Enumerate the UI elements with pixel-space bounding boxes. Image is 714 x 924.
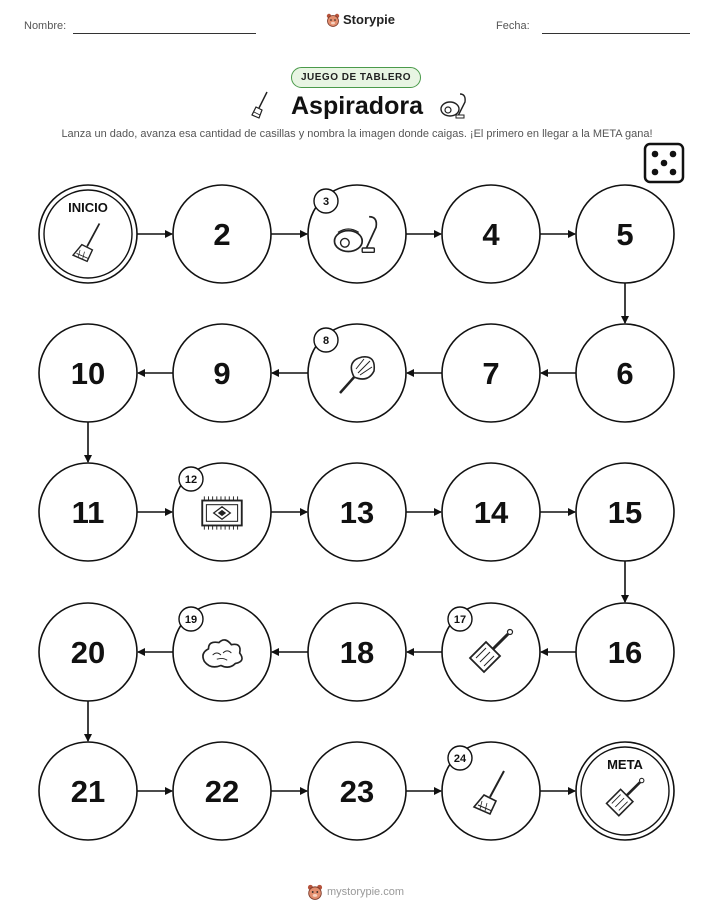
cell-number: 24: [453, 753, 467, 765]
cell-number: 22: [204, 774, 240, 809]
cell-number: 11: [71, 495, 105, 530]
instructions: Lanza un dado, avanza esa cantidad de casillas y nombra la imagen donde caigas. ¡El primero en llegar a la META gana!: [61, 128, 653, 140]
cell-number: 13: [339, 495, 375, 530]
bear-logo-icon: [307, 884, 323, 900]
board-cell-7[interactable]: [442, 324, 540, 422]
cell-number: 8: [322, 335, 330, 347]
goal-label: META: [607, 757, 643, 772]
board-cell-18[interactable]: [308, 603, 406, 701]
cell-number: 14: [473, 495, 509, 530]
cell-number: 18: [339, 635, 375, 670]
board-cell-19[interactable]: [173, 603, 271, 701]
board-cell-23[interactable]: [308, 742, 406, 840]
board-cell-11[interactable]: [39, 463, 137, 561]
board-cell-5[interactable]: [576, 185, 674, 283]
cell-number: 6: [616, 356, 634, 391]
board-cell-15[interactable]: [576, 463, 674, 561]
cell-number: 2: [213, 217, 231, 252]
category-badge: JUEGO DE TABLERO: [291, 67, 421, 88]
board-cell-2[interactable]: [173, 185, 271, 283]
board-cell-10[interactable]: [39, 324, 137, 422]
cell-number: 16: [607, 635, 643, 670]
board-cell-14[interactable]: [442, 463, 540, 561]
footer: [307, 884, 404, 900]
cell-number: 15: [607, 495, 643, 530]
board-cell-24[interactable]: [442, 742, 540, 840]
cell-number: 4: [482, 217, 500, 252]
rug-icon: [202, 496, 242, 529]
footer-url: mystorypie.com: [327, 886, 405, 898]
cell-number: 7: [482, 356, 500, 391]
date-label: Fecha:: [496, 20, 530, 32]
board-cell-1[interactable]: [39, 185, 137, 283]
board-cell-22[interactable]: [173, 742, 271, 840]
brand-name: Storypie: [343, 12, 396, 27]
cell-number: 9: [213, 356, 231, 391]
board-cell-9[interactable]: [173, 324, 271, 422]
board-cell-20[interactable]: [39, 603, 137, 701]
start-label: INICIO: [68, 200, 108, 215]
board-cell-3[interactable]: [308, 185, 406, 283]
page-title: Aspiradora: [291, 92, 423, 120]
cell-number: 12: [184, 474, 198, 486]
cell-number: 3: [322, 196, 330, 208]
board-cell-4[interactable]: [442, 185, 540, 283]
name-label: Nombre:: [24, 20, 67, 32]
board-cell-6[interactable]: [576, 324, 674, 422]
board-cell-13[interactable]: [308, 463, 406, 561]
cell-number: 23: [339, 774, 375, 809]
cell-number: 20: [70, 635, 106, 670]
board-cell-12[interactable]: [173, 463, 271, 561]
board-cell-16[interactable]: [576, 603, 674, 701]
cell-number: 10: [70, 356, 106, 391]
cell-number: 21: [70, 774, 106, 809]
cell-number: 19: [184, 614, 198, 626]
board-cell-25[interactable]: [576, 742, 674, 840]
board-cell-17[interactable]: [442, 603, 540, 701]
board-cell-8[interactable]: [308, 324, 406, 422]
cell-number: 5: [616, 217, 634, 252]
board-cell-21[interactable]: [39, 742, 137, 840]
cell-number: 17: [453, 614, 467, 626]
